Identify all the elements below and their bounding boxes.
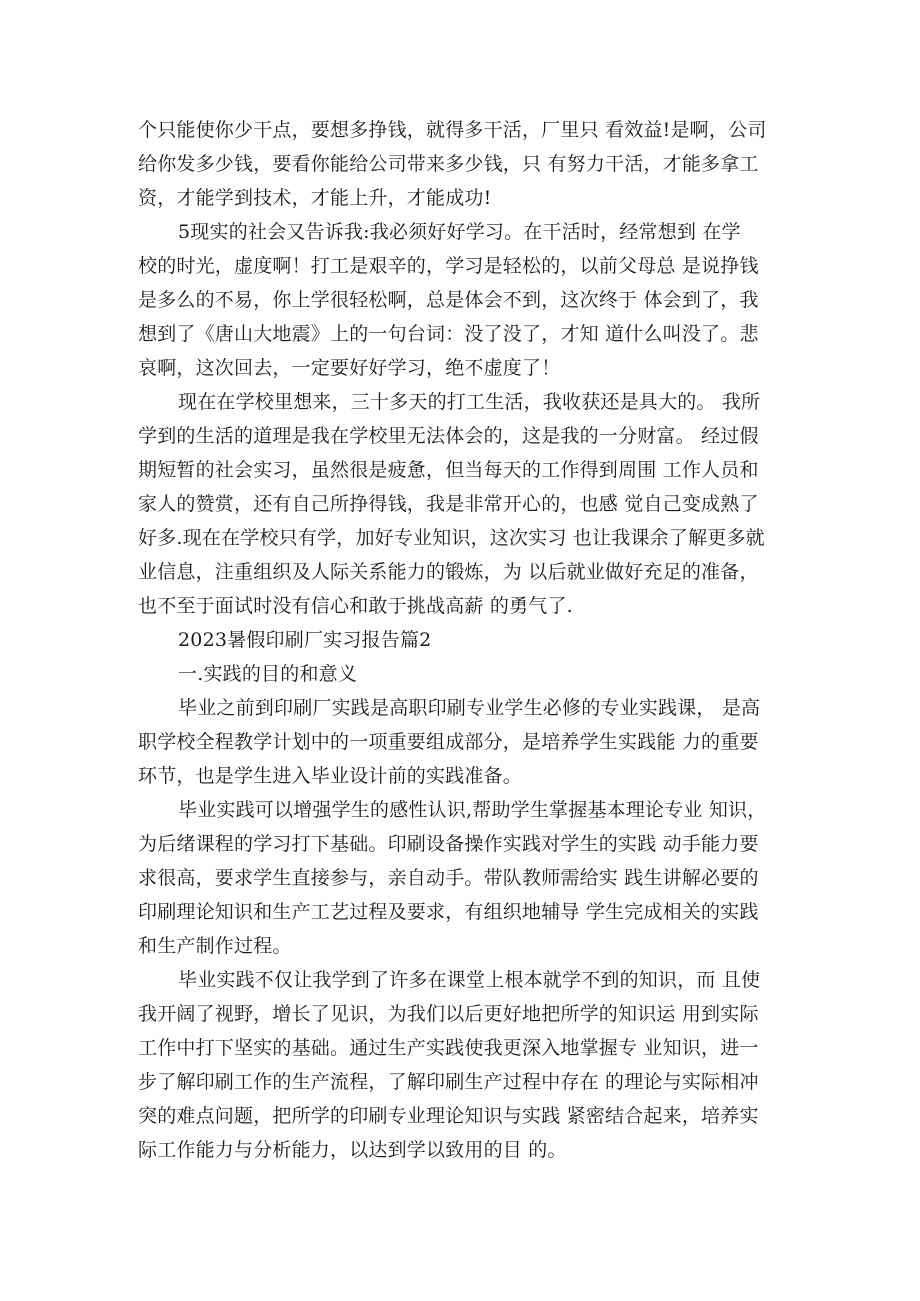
text-line: 期短暂的社会实习，虽然很是疲惫，但当每天的工作得到周围 工作人员和 [138,459,759,481]
text-line: 为后绪课程的学习打下基础。印刷设备操作实践对学生的实践 动手能力要 [138,833,759,855]
text-line: 印刷理论知识和生产工艺过程及要求，有组织地辅导 学生完成相关的实践 [138,901,759,923]
text-line: 也不至于面试时没有信心和敢于挑战高薪 的勇气了. [138,595,573,617]
text-line: 学到的生活的道理是我在学校里无法体会的，这是我的一分财富。 经过假 [138,425,759,447]
section-heading: 2023暑假印刷厂实习报告篇2 [178,629,432,651]
text-line: 是多么的不易，你上学很轻松啊，总是体会不到，这次终于 体会到了，我 [138,289,759,311]
text-line: 毕业实践不仅让我学到了许多在课堂上根本就学不到的知识，而 且使 [178,969,761,991]
text-line: 业信息，注重组织及人际关系能力的锻炼，为 以后就业做好充足的准备， [138,561,759,583]
text-line: 环节，也是学生进入毕业设计前的实践准备。 [138,765,523,787]
text-line: 毕业之前到印刷厂实践是高职印刷专业学生必修的专业实践课， 是高 [178,697,761,719]
text-line: 5现实的社会又告诉我:我必须好好学习。在干活时，经常想到 在学 [178,221,741,243]
text-line: 现在在学校里想来，三十多天的打工生活，我收获还是具大的。 我所 [178,391,761,413]
text-line: 步了解印刷工作的生产流程，了解印刷生产过程中存在 的理论与实际相冲 [138,1071,759,1093]
text-line: 我开阔了视野，增长了见识，为我们以后更好地把所学的知识运 用到实际 [138,1003,759,1025]
text-line: 给你发多少钱，要看你能给公司带来多少钱，只 有努力干活，才能多拿工 [138,153,759,175]
text-line: 职学校全程教学计划中的一项重要组成部分，是培养学生实践能 力的重要 [138,731,759,753]
text-line: 毕业实践可以增强学生的感性认识,帮助学生掌握基本理论专业 知识， [178,799,767,821]
text-line: 家人的赞赏，还有自己所挣得钱，我是非常开心的，也感 觉自己变成熟了 [138,493,759,515]
text-line: 求很高，要求学生直接参与，亲自动手。带队教师需给实 践生讲解必要的 [138,867,759,889]
text-line: 校的时光，虚度啊！打工是艰辛的，学习是轻松的，以前父母总 是说挣钱 [138,255,759,277]
text-line: 个只能使你少干点，要想多挣钱，就得多干活，厂里只 看效益!是啊，公司 [138,119,767,141]
text-line: 哀啊，这次回去，一定要好好学习，绝不虚度了！ [138,357,561,379]
text-line: 资，才能学到技术，才能上升，才能成功! [138,187,492,209]
text-line: 想到了《唐山大地震》上的一句台词：没了没了，才知 道什么叫没了。悲 [138,323,759,345]
text-line: 际工作能力与分析能力，以达到学以致用的目 的。 [138,1139,567,1161]
text-line: 工作中打下坚实的基础。通过生产实践使我更深入地掌握专 业知识，进一 [138,1037,759,1059]
subsection-heading: 一.实践的目的和意义 [178,663,358,685]
text-line: 和生产制作过程。 [138,935,292,957]
text-line: 突的难点问题，把所学的印刷专业理论知识与实践 紧密结合起来，培养实 [138,1105,759,1127]
text-line: 好多.现在在学校只有学，加好专业知识，这次实习 也让我课余了解更多就 [138,527,765,549]
